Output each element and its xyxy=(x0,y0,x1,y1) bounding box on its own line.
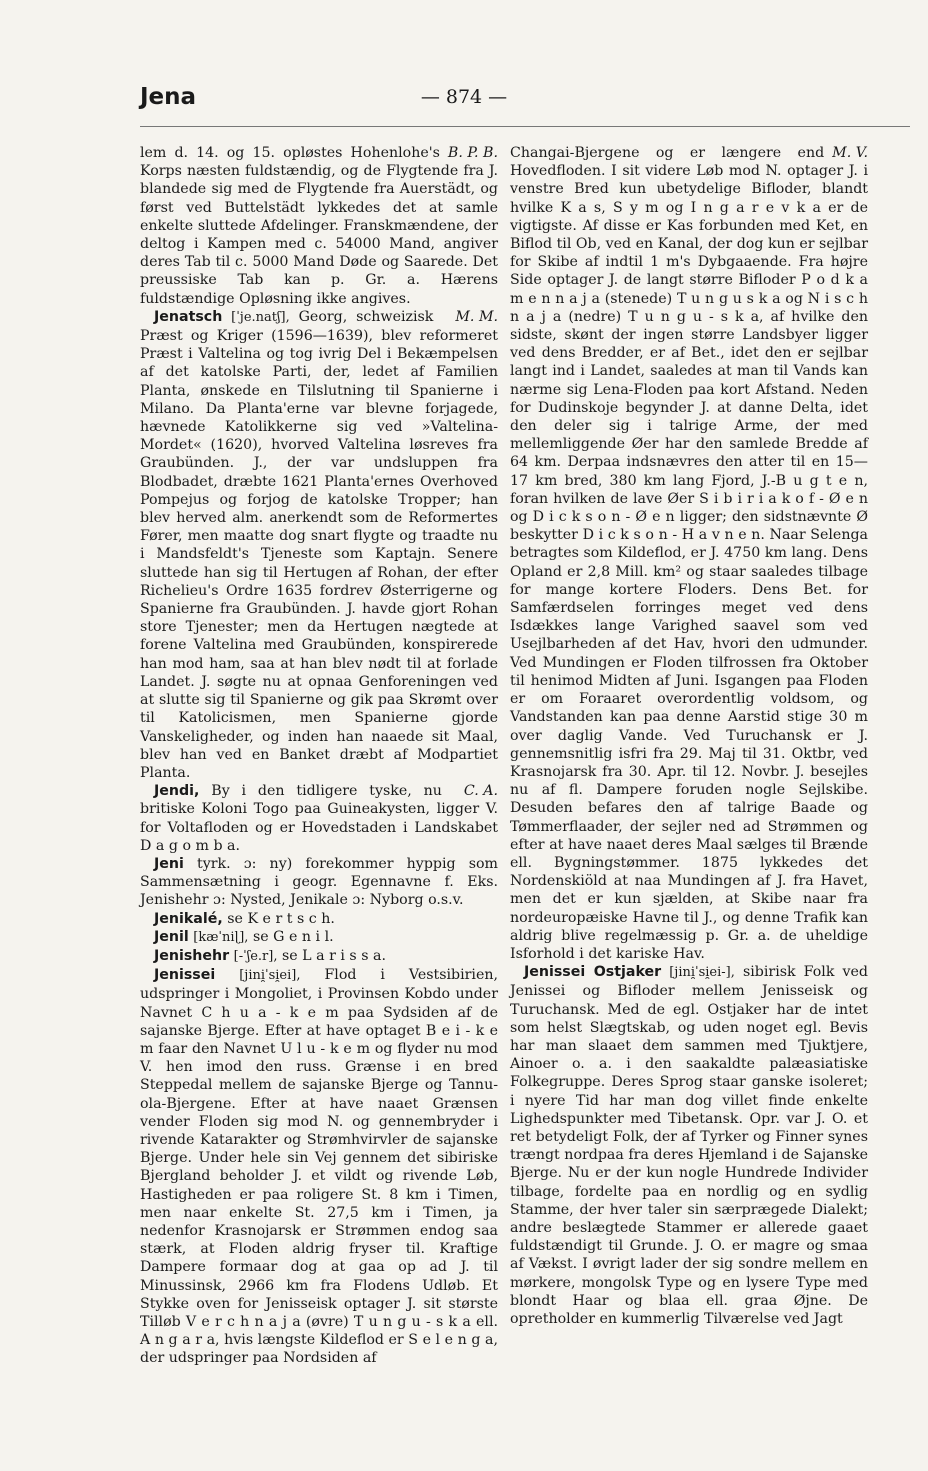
entry-pronunciation: [-ˈʃe.r], xyxy=(233,948,278,964)
entry-headword: Jenissei Ostjaker xyxy=(524,964,662,981)
author-signature: M. M. xyxy=(455,308,498,325)
author-signature: C. A. xyxy=(463,783,498,800)
dictionary-entry xyxy=(140,855,498,910)
entry-headword: Jenissei xyxy=(154,967,216,984)
running-headword: Jena xyxy=(140,84,197,110)
left-column xyxy=(140,144,498,1368)
entry-pronunciation: [jini̯ˈsi̯ei-], xyxy=(669,965,735,981)
dictionary-entry xyxy=(140,947,498,966)
header-rule xyxy=(140,126,910,127)
entry-headword: Jeni xyxy=(154,855,184,872)
entry-text: sibirisk Folk ved Jenissei og Bifloder mellem Jenisseisk og Turuchansk. Med de egl. Ostjaker har de intet som helst Slægtskab, og uden noget egl. Bevis har man slaaet dem sammen med Tjuktjere, Ainoer o. a. i den saakaldte palæasiatiske Folkegruppe. Deres Sprog staar ganske isoleret; i nyere Tid har man dog villet finde enkelte Lighedspunkter med Tibetansk. Opr. var J. O. et ret betydeligt Folk, der af Tyrker og Finner synes trængt nordpaa fra deres Hjemland i de Sajanske Bjerge. Nu er der kun nogle Hundrede Individer tilbage, fordelte paa en nordlig og en sydlig Stamme, der hver taler sin særprægede Dialekt; andre beslægtede Stammer er allerede gaaet fuldstændigt til Grunde. J. O. er magre og smaa af Vækst. I øvrigt lader der sig sondre mellem en mørkere, mongolsk Type og en lysere Type med blondt Haar og blaa ell. graa Øjne. De opretholder en kummerlig Tilværelse ved Jagt xyxy=(510,964,868,1327)
author-signature: M. V. xyxy=(832,145,868,161)
entry-headword: Jenatsch xyxy=(154,308,223,325)
entry-pronunciation: [jini̯ˈsi̯ei], xyxy=(239,968,301,984)
dictionary-entry xyxy=(510,144,868,963)
right-column xyxy=(510,144,868,1328)
dictionary-entry xyxy=(140,910,498,928)
entry-text: se L a r i s s a. xyxy=(281,947,386,964)
entry-headword: Jenishehr xyxy=(154,947,230,964)
entry-headword: Jenil xyxy=(154,928,189,945)
dictionary-entry xyxy=(140,308,498,782)
dictionary-entry xyxy=(140,144,498,308)
entry-headword: Jenikalé, xyxy=(154,910,223,927)
dictionary-entry xyxy=(140,928,498,947)
entry-pronunciation: [ˈje.natʃ], xyxy=(231,309,290,325)
entry-text: lem d. 14. og 15. opløstes Hohenlohe's Korps næsten fuldstændig, og de Flygtende fra J. blandede sig med de Flygtende fra Auerstädt, og først ved Buttelstädt lykkedes det at samle enkelte sluttede Afdelinger. Franskmændene, der deltog i Kampen med c. 54000 Mand, angiver deres Tab til c. 5000 Mand Døde og Saarede. Det preussiske Tab kan p. Gr. a. Hærens fuldstændige Opløsning ikke angives. xyxy=(140,145,498,307)
entry-text: se K e r t s c h. xyxy=(227,910,335,927)
entry-text: Flod i Vestsibirien, udspringer i Mongoliet, i Provinsen Kobdo under Navnet C h u a - k e m paa Sydsiden af de sajanske Bjerge. Efter at have optaget B e i - k e m faar den Navnet U l u - k e m og flyder nu mod V. hen imod den russ. Grænse i en bred Steppedal mellem de sajanske Bjerge og Tannu-ola-Bjergene. Efter at have naaet Grænsen vender Floden sig mod N. og gennembryder i rivende Katarakter og Strømhvirvler de sajanske Bjerge. Under hele sin Vej gennem det sibiriske Bjergland beholder J. et vildt og rivende Løb, Hastigheden er paa roligere St. 8 km i Timen, men naar enkelte St. 27,5 km i Timen, ja nedenfor Krasnojarsk er Strømmen endog saa stærk, at Floden aldrig fryser til. Kraftige Dampere formaar dog at gaa op ad J. til Minussinsk, 2966 km fra Flodens Udløb. Et Stykke oven for Jenisseisk optager J. sit største Tilløb V e r c h n a j a (øvre) T u n g u - s k a ell. A n g a r a, hvis længste Kildeflod er S e l e n g a, der udspringer paa Nordsiden af xyxy=(140,967,499,1367)
dictionary-entry xyxy=(510,963,868,1328)
entry-pronunciation: [kæˈniɭ], xyxy=(193,929,249,945)
entry-text: se G e n i l. xyxy=(252,928,334,945)
entry-headword: Jendi, xyxy=(154,783,200,800)
entry-text: tyrk. ɔ: ny) forekommer hyppig som Sammensætning i geogr. Egennavne f. Eks. Jenishehr ɔ: Nysted, Jenikale ɔ: Nyborg o.s.v. xyxy=(140,855,498,909)
dictionary-entry xyxy=(140,966,498,1367)
entry-text: Georg, schweizisk Præst og Kriger (1596—1639), blev reformeret Præst i Valtelina og tog ivrig Del i Bekæmpelsen af det katolske Parti, der, ledet af Familien Planta, ønskede en Tilslutning til Spanierne i Milano. Da Planta'erne var blevne forjagede, hævnede Katolikkerne sig ved »Valtelina-Mordet« (1620), hvorved Valtelina løsreves fra Graubünden. J., der var undsluppen fra Blodbadet, dræbte 1621 Planta'ernes Overhoved Pompejus og forjog de katolske Tropper; han blev herved alm. anerkendt som de Reformertes Fører, men maatte dog snart flygte og traadte nu i Mandsfeldt's Tjeneste som Kaptajn. Senere sluttede han sig til Hertugen af Rohan, der efter Richelieu's Ordre 1635 fordrev Østerrigerne og Spanierne fra Graubünden. J. havde gjort Rohan store Tjenester; men da Hertugen nægtede at forene Valtelina med Graubünden, konspirerede han mod ham, saa at han blev nødt til at forlade Landet. J. søgte nu at opnaa Genforeningen ved at slutte sig til Spanierne og gik paa Skrømt over til Katolicismen, men Spanierne gjorde Vanskeligheder, og inden han naaede sit Maal, blev han ved en Banket dræbt af Modpartiet Planta. xyxy=(140,308,498,781)
dictionary-entry xyxy=(140,782,498,855)
page-header xyxy=(140,84,788,120)
entry-text: By i den tidligere tyske, nu britiske Koloni Togo paa Guineakysten, ligger V. for Voltafloden og er Hovedstaden i Landskabet D a g o m b a. xyxy=(140,783,498,854)
page-number: — 874 — xyxy=(420,86,508,108)
author-signature: B. P. B. xyxy=(447,145,498,161)
entry-text: Changai-Bjergene og er længere end Hovedfloden. I sit videre Løb mod N. optager J. i venstre Bred kun ubetydelige Bifloder, blandt hvilke K a s, S y m og I n g a r e v k a er de vigtigste. Af disse er Kas forbunden med Ket, en Biflod til Ob, ved en Kanal, der dog kun er sejlbar for Skibe af indtil 1 m's Dybgaaende. Fra højre Side optager J. de langt større Bifloder P o d k a m e n n a j a (stenede) T u n g u s k a og N i s c h n a j a (nedre) T u n g u - s k a, af hvilke den sidste, skønt der ingen større Landsbyer ligger ved dens Bredder, er af Bet., idet den er sejlbar langt ind i Landet, saaledes at man til Vands kan nærme sig Lena-Floden paa kort Afstand. Neden for Dudinskoje begynder J. at danne Delta, idet den deler sig i talrige Arme, der med mellemliggende Øer har den samlede Bredde af 64 km. Derpaa indsnævres den atter til en 15—17 km bred, 380 km lang Fjord, J.-B u g t e n, foran hvilken de lave Øer S i b i r i a k o f - Ø e n og D i c k s o n - Ø e n ligger; den sidstnævnte Ø beskytter D i c k s o n - H a v n e n. Naar Selenga betragtes som Kildeflod, er J. 4750 km lang. Dens Opland er 2,8 Mill. km² og staar saaledes tilbage for mange kortere Floders. Dens Bet. for Samfærdselen forringes meget ved dens Isdækkes lange Varighed saavel som ved Usejlbarheden af det Hav, hvori den udmunder. Ved Mundingen er Floden tilfrossen fra Oktober til henimod Midten af Juni. Isgangen paa Floden er om Foraaret overordentlig voldsom, og Vandstanden kan paa denne Aarstid stige 30 m over daglig Vande. Ved Turuchansk er J. gennemsnitlig isfri fra 29. Maj til 31. Oktbr, ved Krasnojarsk fra 30. Apr. til 12. Novbr. J. besejles nu af fl. Dampere foruden nogle Sejlskibe. Desuden befares den af talrige Baade og Tømmerflaader, der sejler ned ad Strømmen og efter at have naaet deres Maal sælges til Brænde ell. Bygningstømmer. 1875 lykkedes det Nordenskiöld at naa Mundingen af J. fra Havet, men det er kun sjælden, at Skibe naar fra nordeuropæiske Havne til J., og denne Trafik kan aldrig blive regelmæssig p. Gr. a. de uheldige Isforhold i det kariske Hav. xyxy=(510,145,868,962)
